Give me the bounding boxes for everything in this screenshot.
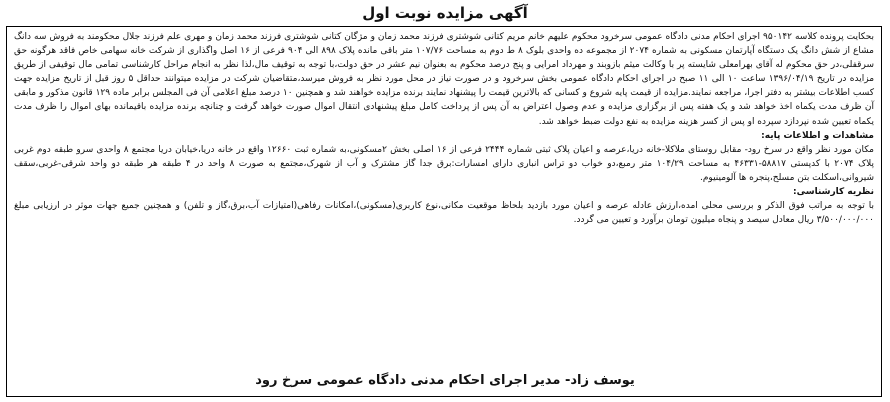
notice-signature: یوسف زاد- مدیر اجرای احکام مدنی دادگاه عمومی سرخ رود: [255, 373, 635, 388]
notice-title: آگهی مزایده نوبت اول: [362, 4, 528, 22]
expert-heading: نظریه کارشناسی:: [793, 187, 874, 198]
expert-body: با توجه به مراتب فوق الذکر و بررسی محلی امده،ارزش عادله عرصه و اعیان مورد بازدید بلحاظ موقعیت مکانی،نوع کاربری(مسکونی)،امکانات رفاهی(امتیازات آب،برق،گاز و تلفن) و همچنین جمیع جهات موثر در ارزیابی مبلغ ۳/۵۰۰/۰۰۰/۰۰۰ ریال معادل سیصد و پنجاه میلیون تومان برآورد و تعیین می گردد.: [14, 201, 874, 226]
notice-body: بحکایت پرونده کلاسه ۹۵۰۱۴۲ اجرای احکام مدنی دادگاه عمومی سرخرود محکوم علیهم خانم مریم کتانی شوشتری فرزند محمد زمان و مژگان کتانی شوشتری فرزند محمد زمان و مهری علم فرزند جلال محکومند به فروش سه دانگ مشاع از شش دانگ یک دستگاه آپارتمان مسکونی به شماره ۲۰۷۴ از مجموعه ده واحدی بلوک ۸ ط دوم به مساحت ۱۰۷/۷۶ متر باقی مانده پلاک ۸۹۸ الی ۹۰۴ فرعی از ۱۶ اصل واگذاری از شرکت خانه سهامی خاص فاقد هرگونه حق سرقفلی،در حق محکوم له آقای بهرامعلی شایسته پر با وکالت میثم بازوبند و مهرداد امرایی و پنج درصد محکوم به بعنوان نیم عشر در حق دولت،با توجه به توقیف مال،لذا نظر به انجام مراحل کارشناسی تمامی مال توقیفی از طریق مزایده در تاریخ ۱۳۹۶/۰۴/۱۹ ساعت ۱۰ الی ۱۱ صبح در اجرای احکام دادگاه عمومی بخش سرخرود و در صورت نیاز در محل مورد نظر به فروش میرسد،متقاضیان شرکت در مزایده میتوانند حداقل ۵ روز قبل از تاریخ مزایده جهت کسب اطلاعات بیشتر به دفتر اجرا، مراجعه نمایند.مزایده از قیمت پایه شروع و کسانی که بالاترین قیمت را پیشنهاد نمایند برنده مزایده خواهند شد و همچنین ۱۰ درصد مبلغ اعلامی آن فی المجلس برابر ماده ۱۲۹ قانون مذکور و مابقی آن ظرف مدت یکماه اخذ خواهد شد و یک هفته پس از برگزاری مزایده و عدم وصول اعتراض به آن پس از پرداخت کامل مبلغ پیشنهادی انتقال اموال صورت خواهد گرفت و چنانچه برنده مزایده باقیمانده بهای اموال را ظرف مدت یکماه تعیین شده نپردازد سپرده او پس از کسر هزینه مزایده به نفع دولت ضبط خواهد شد.: [14, 32, 875, 127]
notice-content: [14, 30, 874, 227]
info-heading: مشاهدات و اطلاعات پایه:: [761, 130, 874, 141]
info-body: مکان مورد نظر واقع در سرخ رود- مقابل روستای ملاکلا-خانه دریا،عرصه و اعیان پلاک ثبتی شماره ۲۴۴۴ فرعی از ۱۶ اصلی بخش ۲مسکونی،به شماره ثبت ۱۲۶۶۰ واقع در خانه دریا،خیابان دریا مجتمع ۸ واحدی سرو طبقه دوم غربی پلاک ۲۰۷۴ با کدپستی ۵۸۸۱۷-۴۶۳۳۱ به مساحت ۱۰۴/۲۹ متر رمبع،دو خواب دو تراس انباری دارای امسارات:برق جدا گاز مشترک و آب از شهرک،مجتمع به صورت ۸ واحد در ۴ طبقه هر طبقه دو واحد شرقی-غربی،سقف شیروانی،اسکلت بتن مسلح،پنجره ها آلومینیوم.: [14, 144, 875, 183]
